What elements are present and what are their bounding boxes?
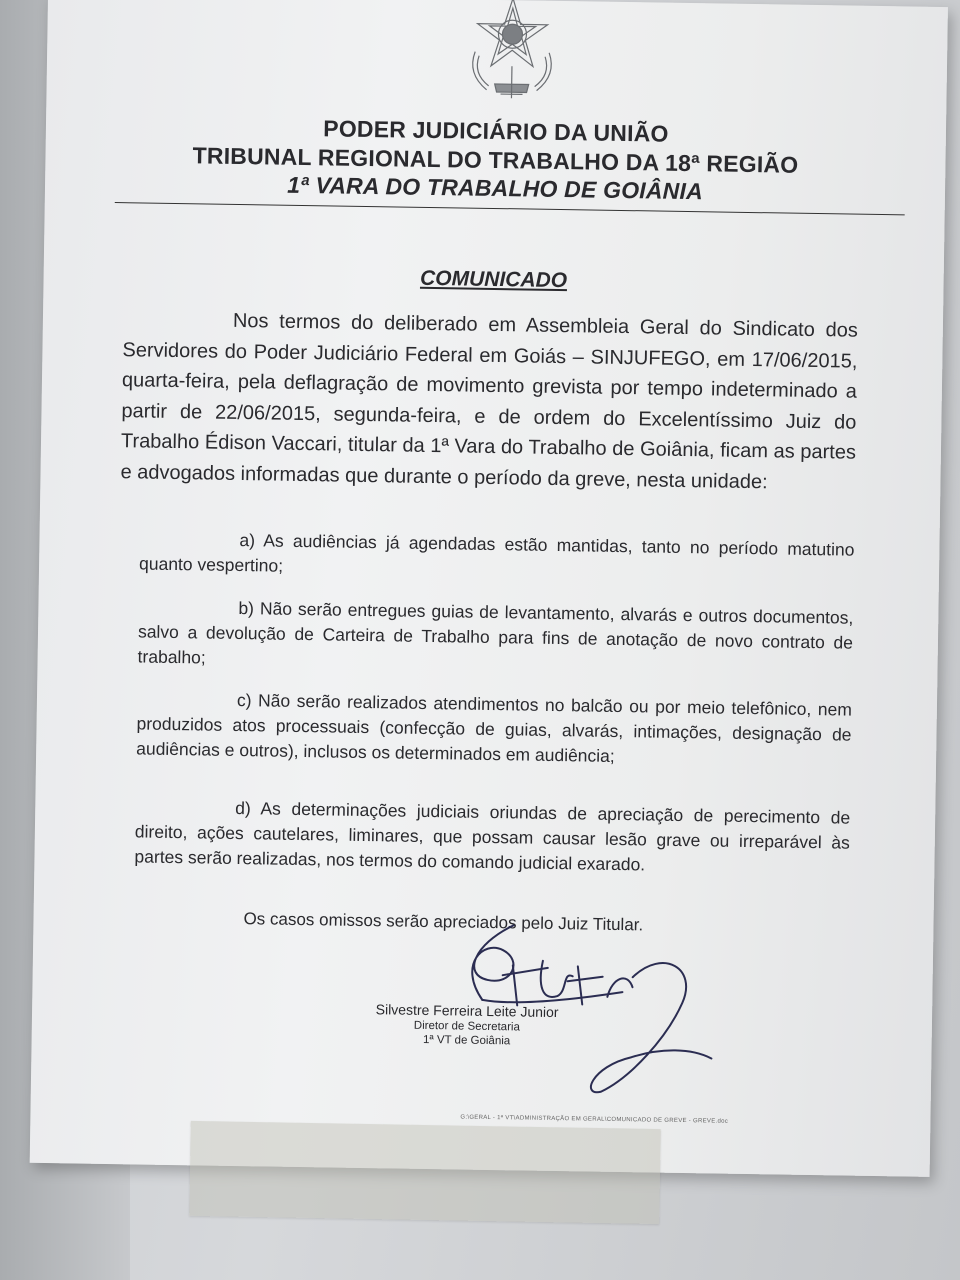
intro-paragraph: Nos termos do deliberado em Assembleia Geral do Sindicato dos Servidores do Poder Judiciário Federal em Goiás – SINJUFEGO, em 17/06/2015, quarta-feira, pela deflagração de movimento grevista por tempo indeterminado a partir de 22/06/2015, segunda-feira, e de ordem do Excelentíssimo Juiz do Trabalho Édison Vaccari, titular da 1ª Vara do Trabalho de Goiânia, ficam as partes e advogados informadas que durante o período da greve, nesta unidade: <box>120 309 859 493</box>
adhesive-tape <box>189 1121 661 1224</box>
list-item-d: d) As determinações judiciais oriundas de apreciação de perecimento de direito, ações cautelares, liminares, que possam causar lesão grave ou irreparável às partes serão realizadas, nos termos do comando judicial exarado. <box>134 797 851 875</box>
header-line-2: TRIBUNAL REGIONAL DO TRABALHO DA 18ª REGIÃO <box>192 142 799 178</box>
list-item-b: b) Não serão entregues guias de levantamento, alvarás e outros documentos, salvo a devolução de Carteira de Trabalho para fins de anotação de novo contrato de trabalho; <box>137 597 854 668</box>
notice-sheet <box>30 0 948 1177</box>
header-line-1: PODER JUDICIÁRIO DA UNIÃO <box>323 115 669 147</box>
handwritten-signature <box>361 903 724 1099</box>
brazil-coat-of-arms-emblem <box>456 0 568 107</box>
closing-sentence: Os casos omissos serão apreciados pelo Juiz Titular. <box>243 909 644 935</box>
signer-unit: 1ª VT de Goiânia <box>422 1033 511 1048</box>
signer-role: Diretor de Secretaria <box>413 1019 521 1034</box>
file-path-footer: G:\GERAL - 1ª VT\ADMINISTRAÇÃO EM GERAL\COMUNICADO DE GREVE - GREVE.doc <box>460 1114 729 1125</box>
document-title: COMUNICADO <box>419 266 568 293</box>
list-item-c: c) Não serão realizados atendimentos no balcão ou por meio telefônico, nem produzidos atos processuais (confecção de guias, alvarás, intimações, designação de audiências e outros), inclusos os determinados em audiência; <box>136 689 853 766</box>
signer-name: Silvestre Ferreira Leite Junior <box>375 1001 559 1021</box>
list-item-a: a) As audiências já agendadas estão mantidas, tanto no período matutino quanto vespertino; <box>138 530 855 576</box>
header-line-3: 1ª VARA DO TRABALHO DE GOIÂNIA <box>286 171 704 205</box>
